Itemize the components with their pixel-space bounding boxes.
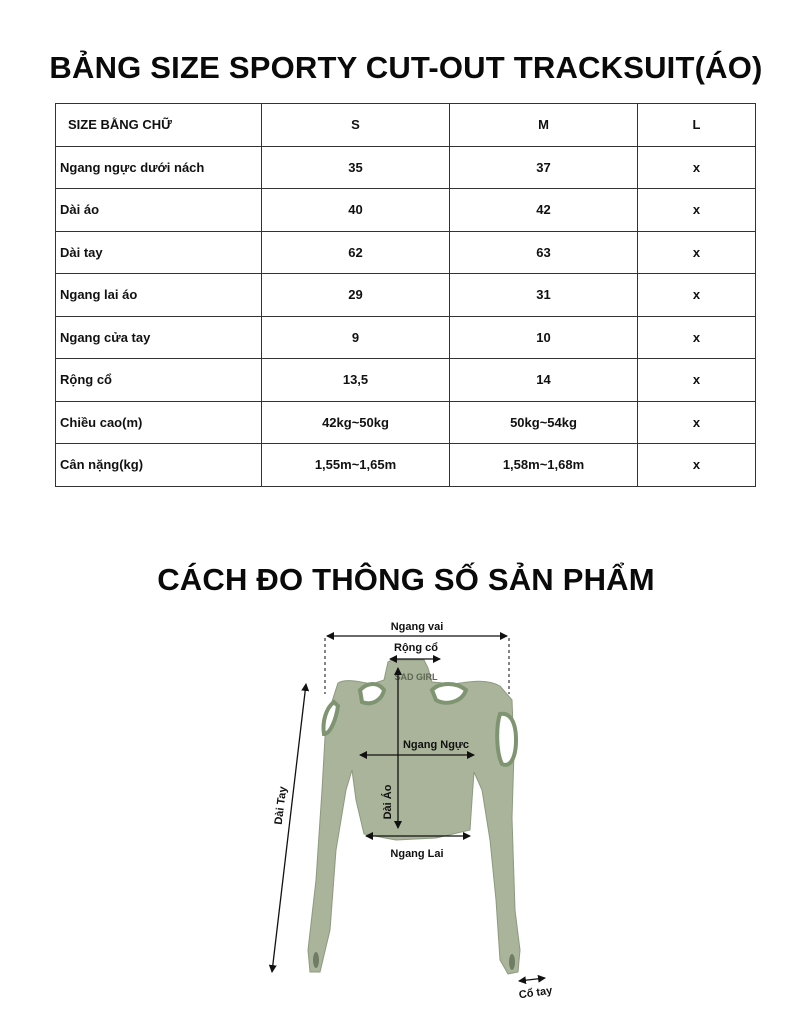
right-shoulder-cutout bbox=[432, 684, 466, 703]
table-row bbox=[56, 189, 756, 232]
table-row bbox=[56, 359, 756, 402]
table-row bbox=[56, 231, 756, 274]
chest-label: Ngang Ngực bbox=[402, 739, 470, 751]
left-thumb-hole bbox=[313, 952, 319, 968]
table-cell: 13,5 bbox=[262, 359, 450, 402]
hem-label: Ngang Lai bbox=[390, 848, 444, 860]
table-cell: 14 bbox=[450, 359, 638, 402]
table-row bbox=[56, 316, 756, 359]
right-side-cutout bbox=[497, 714, 516, 765]
table-cell: 63 bbox=[450, 231, 638, 274]
table-cell: 37 bbox=[450, 146, 638, 189]
table-row bbox=[56, 401, 756, 444]
table-header-row bbox=[56, 104, 756, 147]
table-cell: 62 bbox=[262, 231, 450, 274]
row-label: Dài tay bbox=[56, 231, 262, 274]
table-cell: x bbox=[638, 274, 756, 317]
table-cell: 29 bbox=[262, 274, 450, 317]
size-chart-title: BẢNG SIZE SPORTY CUT-OUT TRACKSUIT(ÁO) bbox=[49, 50, 763, 85]
row-label: Chiều cao(m) bbox=[56, 401, 262, 444]
table-cell: 10 bbox=[450, 316, 638, 359]
table-cell: x bbox=[638, 401, 756, 444]
table-cell: x bbox=[638, 189, 756, 232]
table-cell: 50kg~54kg bbox=[450, 401, 638, 444]
table-cell: 35 bbox=[262, 146, 450, 189]
header-cell: L bbox=[638, 104, 756, 147]
cuff-arrow bbox=[519, 978, 545, 981]
header-cell: M bbox=[450, 104, 638, 147]
row-label: Ngang ngực dưới nách bbox=[56, 146, 262, 189]
header-cell: S bbox=[262, 104, 450, 147]
table-cell: 42 bbox=[450, 189, 638, 232]
garment-measurement-diagram bbox=[0, 600, 812, 1024]
sleeve-label: Dài Tay bbox=[272, 785, 290, 826]
neck-label: Rộng cổ bbox=[394, 642, 438, 654]
row-label: Ngang cửa tay bbox=[56, 316, 262, 359]
table-cell: x bbox=[638, 146, 756, 189]
row-label: Ngang lai áo bbox=[56, 274, 262, 317]
table-row bbox=[56, 274, 756, 317]
right-thumb-hole bbox=[509, 954, 515, 970]
table-cell: x bbox=[638, 231, 756, 274]
brand-print: SAD GIRL bbox=[394, 672, 438, 682]
table-cell: x bbox=[638, 359, 756, 402]
table-row bbox=[56, 146, 756, 189]
left-shoulder-cutout bbox=[360, 684, 384, 703]
table-cell: 1,55m~1,65m bbox=[262, 444, 450, 487]
length-label: Dài Áo bbox=[382, 784, 394, 820]
table-cell: 42kg~50kg bbox=[262, 401, 450, 444]
table-cell: 9 bbox=[262, 316, 450, 359]
row-label: Rộng cổ bbox=[56, 359, 262, 402]
row-label: Cân nặng(kg) bbox=[56, 444, 262, 487]
table-cell: 40 bbox=[262, 189, 450, 232]
size-table bbox=[55, 103, 756, 487]
table-cell: x bbox=[638, 444, 756, 487]
row-label: Dài áo bbox=[56, 189, 262, 232]
shoulder-label: Ngang vai bbox=[390, 621, 444, 633]
cuff-label: Cổ tay bbox=[518, 984, 554, 1002]
crop-top-illustration bbox=[308, 660, 520, 974]
table-cell: x bbox=[638, 316, 756, 359]
table-row bbox=[56, 444, 756, 487]
sleeve-arrow bbox=[272, 684, 306, 972]
header-cell: SIZE BẰNG CHỮ bbox=[56, 104, 262, 147]
measure-guide-title: CÁCH ĐO THÔNG SỐ SẢN PHẨM bbox=[157, 562, 655, 597]
table-cell: 31 bbox=[450, 274, 638, 317]
table-cell: 1,58m~1,68m bbox=[450, 444, 638, 487]
